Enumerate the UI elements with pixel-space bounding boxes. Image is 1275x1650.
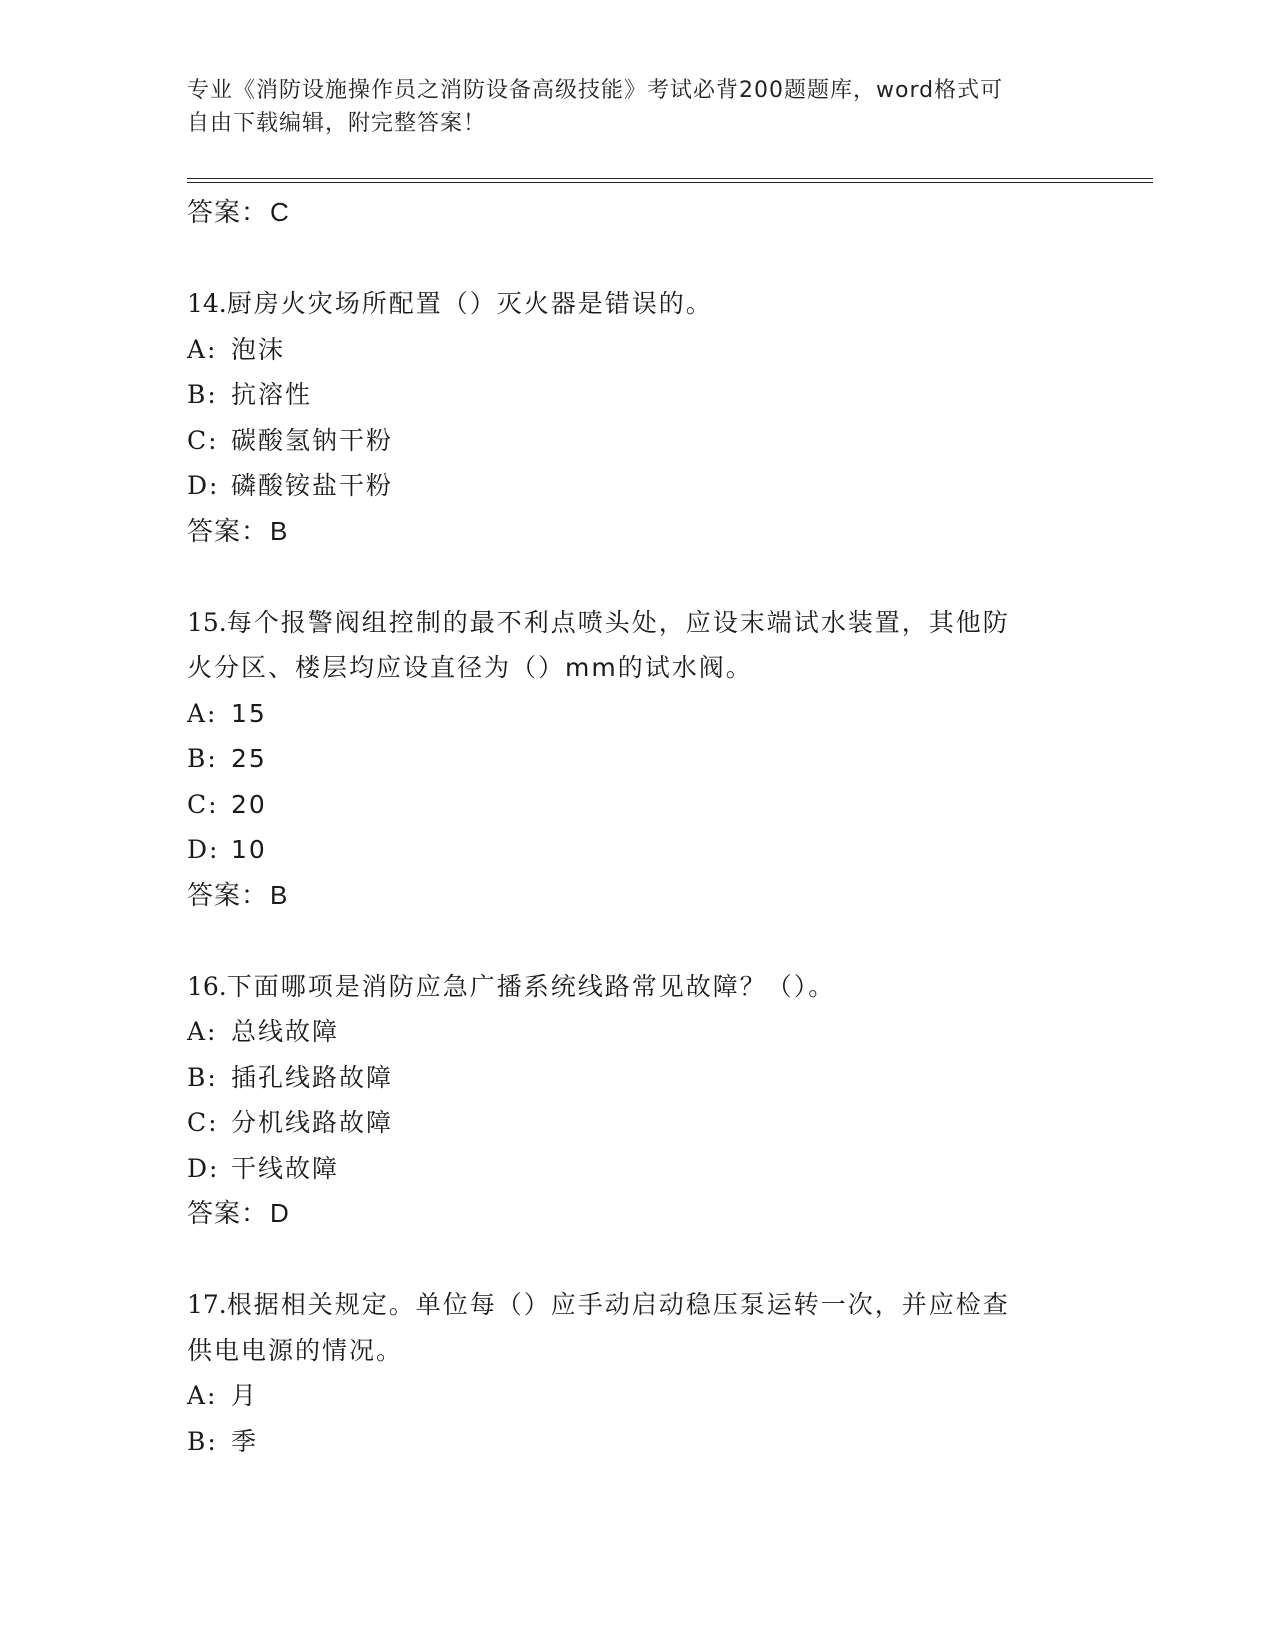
answer-line [187, 873, 1087, 919]
question-text-line: 每个报警阀组控制的最不利点喷头处，应设末端试水装置，其他防 [226, 607, 1010, 637]
spacer [187, 236, 1087, 282]
option-text: 分机线路故障 [231, 1108, 394, 1137]
option-text: 插孔线路故障 [231, 1062, 394, 1092]
question-number: 14. [187, 289, 227, 318]
option-text: 总线故障 [231, 1017, 340, 1046]
spacer [187, 554, 1087, 600]
option-line [187, 463, 1087, 509]
question-list [187, 190, 1087, 1464]
option-key: C: [187, 425, 219, 455]
option-text: 20 [231, 789, 267, 819]
option-key: D: [187, 1153, 220, 1183]
header-line-2: 自由下载编辑，附完整答案！ [187, 111, 487, 136]
option-line [187, 736, 1087, 782]
option-line [187, 372, 1087, 418]
option-line [187, 1373, 1087, 1419]
option-text: 泡沫 [231, 334, 286, 364]
option-line [187, 1419, 1087, 1465]
option-key: B: [187, 380, 218, 409]
header-divider-bottom [187, 182, 1153, 183]
answer-label: 答案： [187, 197, 269, 227]
question-text [187, 1282, 1087, 1328]
option-line [187, 827, 1087, 873]
option-text: 季 [231, 1426, 259, 1456]
option-line [187, 782, 1087, 828]
question-number: 16. [187, 971, 227, 1001]
spacer [187, 918, 1087, 964]
answer-line [187, 509, 1087, 555]
answer-value: D [270, 1198, 290, 1228]
option-text: 10 [231, 835, 267, 864]
option-line [187, 691, 1087, 737]
option-line [187, 418, 1087, 464]
option-text: 磷酸铵盐干粉 [231, 471, 394, 500]
option-text: 15 [231, 698, 267, 728]
spacer [187, 1237, 1087, 1283]
option-key: B: [187, 1426, 218, 1456]
document-header [187, 74, 1067, 140]
answer-label: 答案： [187, 1198, 269, 1228]
option-key: A: [187, 698, 218, 728]
option-key: C: [187, 1108, 219, 1137]
question-text [187, 600, 1087, 646]
answer-line [187, 1191, 1087, 1237]
option-key: A: [187, 1017, 218, 1046]
question-text-continued [187, 645, 1087, 691]
question-text-line: 厨房火灾场所配置（）灭火器是错误的。 [226, 289, 713, 318]
question-text-line: 火分区、楼层均应设直径为（）mm的试水阀。 [187, 653, 753, 682]
option-key: B: [187, 1062, 218, 1092]
header-divider-top [187, 178, 1153, 179]
option-key: C: [187, 789, 219, 819]
option-key: A: [187, 334, 218, 364]
answer-value: B [270, 879, 289, 910]
option-key: B: [187, 744, 218, 773]
option-line [187, 1146, 1087, 1192]
header-line-1: 专业《消防设施操作员之消防设备高级技能》考试必背200题题库，word格式可 [187, 78, 1004, 103]
question-text-line: 下面哪项是消防应急广播系统线路常见故障？（）。 [226, 971, 836, 1001]
option-line [187, 327, 1087, 373]
option-line [187, 1100, 1087, 1146]
option-text: 碳酸氢钠干粉 [231, 425, 394, 455]
option-line [187, 1055, 1087, 1101]
question-text-line: 供电电源的情况。 [187, 1335, 404, 1365]
question-number: 15. [187, 607, 227, 637]
answer-label: 答案： [187, 515, 269, 546]
option-key: D: [187, 835, 220, 864]
option-text: 抗溶性 [231, 380, 313, 409]
option-line [187, 1009, 1087, 1055]
option-key: D: [187, 471, 220, 500]
question-number: 17. [187, 1290, 227, 1319]
answer-value: B [270, 515, 289, 546]
option-text: 25 [231, 744, 267, 773]
question-text [187, 281, 1087, 327]
answer-label: 答案： [187, 879, 269, 910]
answer-value: C [270, 197, 290, 227]
option-text: 月 [231, 1381, 259, 1410]
option-key: A: [187, 1381, 218, 1410]
answer-line [187, 190, 1087, 236]
question-text-line: 根据相关规定。单位每（）应手动启动稳压泵运转一次，并应检查 [226, 1290, 1010, 1319]
question-text [187, 964, 1087, 1010]
question-text-continued [187, 1328, 1087, 1374]
option-text: 干线故障 [231, 1153, 340, 1183]
